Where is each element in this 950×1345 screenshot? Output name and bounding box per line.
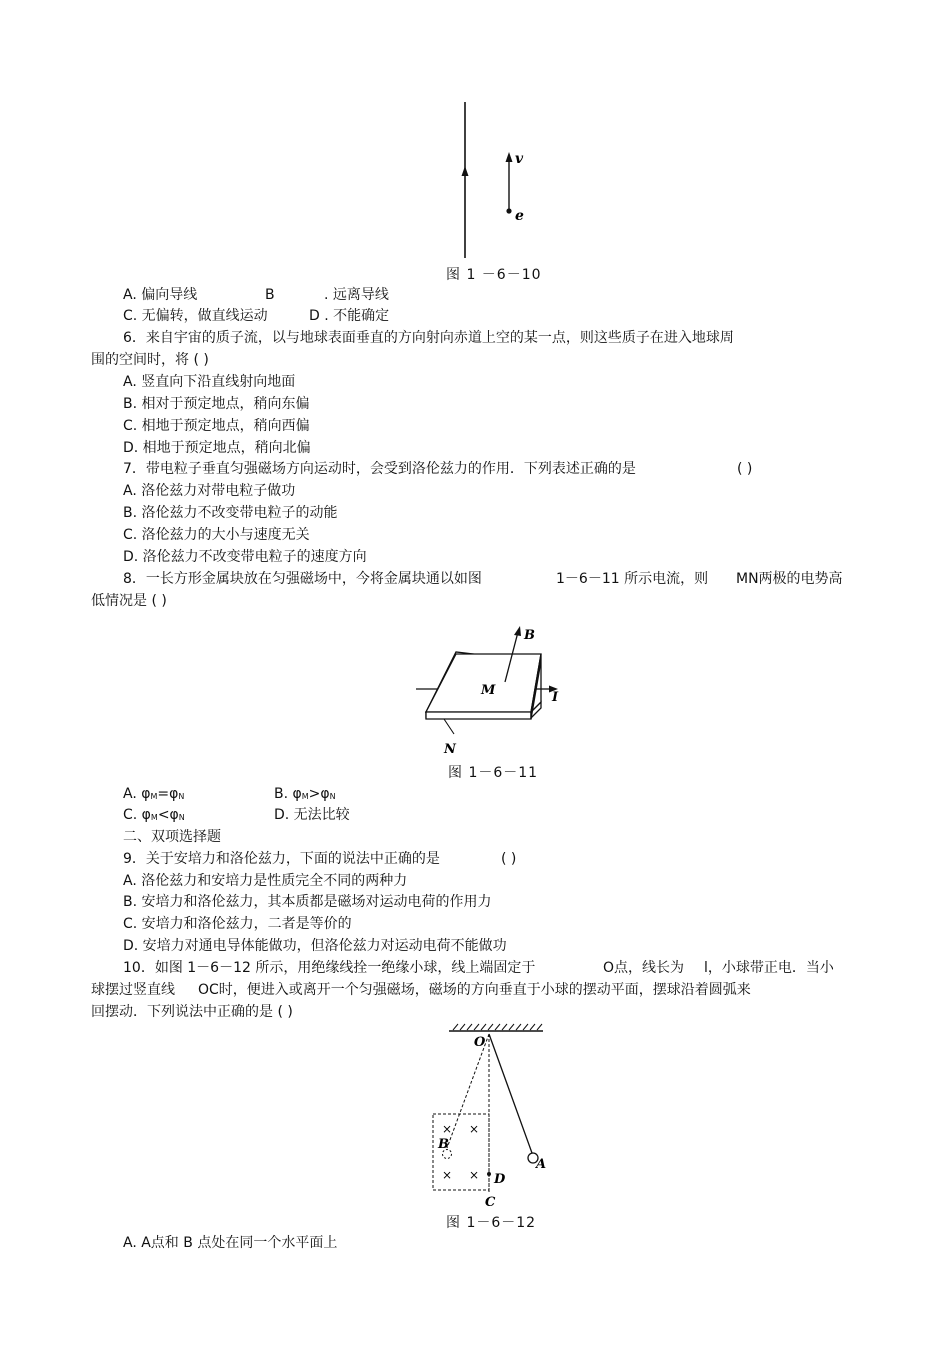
string-oa xyxy=(489,1034,532,1153)
q7-option-a: A. 洛伦兹力对带电粒子做功 xyxy=(123,483,296,499)
label-b: B xyxy=(524,628,535,643)
q8-stem-line2: 低情况是 ( ) xyxy=(91,593,167,609)
q9-option-c: C. 安培力和洛伦兹力，二者是等价的 xyxy=(123,916,352,932)
label-d: D xyxy=(494,1172,506,1187)
label-b: B xyxy=(438,1137,449,1152)
field-b-arrowhead xyxy=(514,626,521,636)
q8-option-b: B. φM>φN xyxy=(274,786,336,802)
q5-option-b-text: . 远离导线 xyxy=(324,287,389,303)
q8-option-d: D. 无法比较 xyxy=(274,807,350,823)
q5-option-b: B xyxy=(265,287,275,303)
q6-stem-line1: 6．来自宇宙的质子流，以与地球表面垂直的方向射向赤道上空的某一点，则这些质子在进入地球周 xyxy=(123,330,734,346)
q8-option-c: C. φM<φN xyxy=(123,807,185,823)
q9-option-b: B. 安培力和洛伦兹力，其本质都是磁场对运动电荷的作用力 xyxy=(123,894,492,910)
q10-stem-line2a: 球摆过竖直线 xyxy=(91,982,175,998)
label-n: N xyxy=(444,742,456,757)
field-cross-1: × xyxy=(442,1122,453,1136)
electron-dot xyxy=(506,208,511,213)
q8-stem-part3: MN两极的电势高 xyxy=(736,571,843,587)
q8-stem-part1: 8．一长方形金属块放在匀强磁场中，今将金属块通以如图 xyxy=(123,571,482,587)
label-c: C xyxy=(485,1195,496,1210)
q7-option-c: C. 洛伦兹力的大小与速度无关 xyxy=(123,527,310,543)
q7-stem: 7．带电粒子垂直匀强磁场方向运动时，会受到洛伦兹力的作用．下列表述正确的是 xyxy=(123,461,636,477)
current-arrowhead xyxy=(462,166,469,176)
ceiling-hatch xyxy=(453,1024,542,1030)
figure-caption-10: 图 1 －6－10 xyxy=(446,267,542,283)
q8-stem-part2: 1－6－11 所示电流，则 xyxy=(556,571,709,587)
q10-stem-line3: 回摆动．下列说法中正确的是 ( ) xyxy=(91,1004,293,1020)
label-v: v xyxy=(515,151,524,167)
field-cross-3: × xyxy=(442,1168,453,1182)
q7-paren: ( ) xyxy=(737,461,753,477)
label-e: e xyxy=(515,208,524,224)
block-front xyxy=(426,712,531,719)
field-cross-4: × xyxy=(469,1168,480,1182)
figure-1-6-12 xyxy=(425,1020,555,1212)
n-pointer-line xyxy=(444,719,454,734)
figure-1-6-10 xyxy=(440,96,550,260)
dashed-line-ob xyxy=(447,1034,489,1148)
q6-option-c: C. 相地于预定地点，稍向西偏 xyxy=(123,418,310,434)
point-d xyxy=(487,1172,491,1176)
q10-stem-part3: l，小球带正电．当小 xyxy=(704,960,834,976)
label-i: I xyxy=(552,690,559,705)
label-m: M xyxy=(481,683,496,698)
q5-option-a: A. 偏向导线 xyxy=(123,287,198,303)
velocity-arrowhead xyxy=(506,152,513,162)
figure-caption-11: 图 1－6－11 xyxy=(448,765,539,781)
label-o: O xyxy=(474,1035,486,1050)
q6-option-b: B. 相对于预定地点，稍向东偏 xyxy=(123,396,310,412)
q10-stem-part1: 10．如图 1－6－12 所示，用绝缘线拴一绝缘小球，线上端固定于 xyxy=(123,960,536,976)
q7-option-d: D. 洛伦兹力不改变带电粒子的速度方向 xyxy=(123,549,367,565)
q6-option-a: A. 竖直向下沿直线射向地面 xyxy=(123,374,296,390)
q9-option-d: D. 安培力对通电导体能做功，但洛伦兹力对运动电荷不能做功 xyxy=(123,938,507,954)
q10-option-a: A. A点和 B 点处在同一个水平面上 xyxy=(123,1235,338,1251)
q9-option-a: A. 洛伦兹力和安培力是性质完全不同的两种力 xyxy=(123,873,408,889)
field-cross-2: × xyxy=(469,1122,480,1136)
section-heading: 二、双项选择题 xyxy=(123,829,221,845)
figure-1-6-11 xyxy=(410,622,570,760)
q8-option-a: A. φM=φN xyxy=(123,786,185,802)
q9-stem: 9．关于安培力和洛伦兹力，下面的说法中正确的是 xyxy=(123,851,440,867)
q6-stem-line2: 围的空间时，将 ( ) xyxy=(91,352,209,368)
figure-caption-12: 图 1－6－12 xyxy=(446,1215,537,1231)
q5-option-c: C. 无偏转，做直线运动 xyxy=(123,308,268,324)
q6-option-d: D. 相地于预定地点，稍向北偏 xyxy=(123,440,311,456)
q7-option-b: B. 洛伦兹力不改变带电粒子的动能 xyxy=(123,505,338,521)
q10-stem-line2b: OC时，便进入或离开一个匀强磁场，磁场的方向垂直于小球的摆动平面，摆球沿着圆弧来 xyxy=(198,982,751,998)
q10-stem-part2: O点，线长为 xyxy=(603,960,685,976)
label-a: A xyxy=(536,1157,547,1172)
q9-paren: ( ) xyxy=(501,851,517,867)
q5-option-d: D . 不能确定 xyxy=(309,308,390,324)
